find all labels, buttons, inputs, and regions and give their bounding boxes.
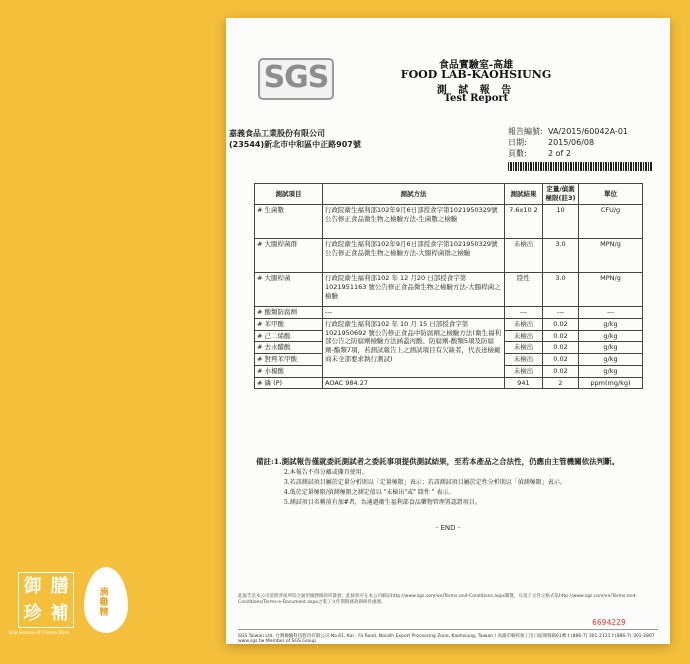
test-report-document <box>226 18 670 644</box>
footer-terms: 此報告是本公司依照背面所印之通用服務條款所簽發，此條款可在本公司網站http://www.sgs.com/en/Terms-and-Conditions.aspx閱覽，凡電子文件之格式依http://www.sgs.com/en/Terms-and-Conditions/Terms-e-Document.aspx之電子文件期限條款與條件處理。 <box>238 594 637 605</box>
client-address: (23544)新北市中和區中正路907號 <box>229 140 361 149</box>
cell-result: 陰性 <box>505 273 543 307</box>
cell-item: # 大腸桿菌群 <box>255 239 323 273</box>
cell-limit: 3.0 <box>543 239 579 273</box>
report-title-en: Test Report <box>443 93 509 104</box>
table-row <box>255 377 643 389</box>
note-item: 3.若該測試項目屬於定量分析則以「定量極限」表示；若該測試項目屬於定性分析則以「偵測極限」表示。 <box>284 479 566 486</box>
lab-title-en: FOOD LAB-KAOHSIUNG <box>400 68 552 81</box>
column-header: 測試項目 <box>255 184 323 205</box>
note-item: 5.測試項目名稱前有加#者，為通過衛生福利部食品藥物管理署認證項目。 <box>284 499 481 506</box>
column-header: 定量/偵測極限(註3) <box>543 184 579 205</box>
brand-char: 膳 <box>50 576 69 597</box>
cell-item: # 酸類防腐劑 <box>255 307 323 319</box>
cell-result: 7.6x10 2 <box>505 205 543 239</box>
cell-limit: 0.02 <box>543 318 579 330</box>
cell-result: 未檢出 <box>505 342 543 354</box>
page-count-row <box>508 148 571 159</box>
results-table <box>254 183 643 389</box>
barcode <box>508 162 652 171</box>
brand-char: 補 <box>50 603 69 624</box>
table-row <box>255 205 643 239</box>
meta-value: VA/2015/60042A-01 <box>548 127 628 136</box>
brand-char: 珍 <box>23 603 42 624</box>
meta-value: 2015/06/08 <box>548 138 595 147</box>
cell-result: 941 <box>505 377 543 389</box>
cell-unit: g/kg <box>579 342 643 354</box>
end-marker: - END - <box>435 524 461 532</box>
cell-item: # 生菌數 <box>255 205 323 239</box>
cell-method: 行政院衛生福利部102年9月6日部授食字第1021950329號公告修正食品微生物之檢驗方法-大腸桿菌群之檢驗 <box>323 239 505 273</box>
cell-unit: MPN/g <box>579 239 643 273</box>
cell-result: 未檢出 <box>505 365 543 377</box>
note-main: 備註:1.測試報告僅就委託測試者之委託事項提供測試結果，至若本產品之合法性，仍應由主管機關依法判斷。 <box>256 457 620 466</box>
lab-title-zh: 食品實驗室-高雄 <box>438 60 514 71</box>
cell-limit: 3.0 <box>543 273 579 307</box>
column-header: 測試結果 <box>505 184 543 205</box>
cell-limit: --- <box>543 307 579 319</box>
cell-item: # 己二烯酸 <box>255 330 323 342</box>
serial-number: 6694229 <box>592 618 626 627</box>
cell-unit: g/kg <box>579 365 643 377</box>
report-date-row <box>508 137 594 148</box>
report-title-zh: 測 試 報 告 <box>436 85 516 96</box>
table-row <box>255 273 643 307</box>
cell-limit: 0.02 <box>543 342 579 354</box>
cell-unit: g/kg <box>579 330 643 342</box>
column-header: 測試方法 <box>323 184 505 205</box>
drop-label: 滴雞精 <box>99 588 109 618</box>
cell-limit: 0.02 <box>543 365 579 377</box>
cell-result: 未檢出 <box>505 354 543 366</box>
sgs-logo: SGS <box>258 58 334 100</box>
cell-item: # 水楊酸 <box>255 365 323 377</box>
footer-company: SGS Taiwan Ltd. 台灣檢驗科技股份有限公司 No.61, Kai - Fa Road, Nanzih Export Processing Zone, Kaohsiung, Taiwan / 高雄市楠梓加工出口區開發路61號 t (886-7) 301-2121 f (886-7) 301-2807 www.sgs.tw Member of SGS Group <box>238 629 658 644</box>
cell-item: # 大腸桿菌 <box>255 273 323 307</box>
meta-label: 日期: <box>508 138 527 147</box>
brand-char: 御 <box>23 576 42 597</box>
cell-unit: --- <box>579 307 643 319</box>
cell-item: # 去水醋酸 <box>255 342 323 354</box>
cell-limit: 0.02 <box>543 354 579 366</box>
cell-result: --- <box>505 307 543 319</box>
cell-limit: 10 <box>543 205 579 239</box>
cell-limit: 0.02 <box>543 330 579 342</box>
cell-method: 行政院衛生福利部102 年 12 月20 日部授食字第1021951163 號公告修正食品微生物之檢驗方法-大腸桿菌之檢驗 <box>323 273 505 307</box>
meta-value: 2 of 2 <box>548 149 571 158</box>
table-row <box>255 318 643 330</box>
cell-method: 行政院衛生福利部102年9月6日部授食字第1021950329號公告修正食品微生物之檢驗方法-生菌數之檢驗 <box>323 205 505 239</box>
cell-unit: MPN/g <box>579 273 643 307</box>
cell-result: 未檢出 <box>505 330 543 342</box>
cell-method: AOAC 984.27 <box>323 377 505 389</box>
cell-item: # 苯甲酸 <box>255 318 323 330</box>
table-row <box>255 239 643 273</box>
cell-method: --- <box>323 307 505 319</box>
report-number-row <box>508 126 628 137</box>
table-header-row <box>255 184 643 205</box>
cell-limit: 2 <box>543 377 579 389</box>
column-header: 單位 <box>579 184 643 205</box>
cell-result: 未檢出 <box>505 318 543 330</box>
cell-item: # 對羥苯甲酸 <box>255 354 323 366</box>
cell-item: # 磷 (P) <box>255 377 323 389</box>
meta-label: 頁數: <box>508 149 527 158</box>
meta-label: 報告編號: <box>508 127 543 136</box>
cell-result: 未檢出 <box>505 239 543 273</box>
cell-unit: g/kg <box>579 318 643 330</box>
cell-unit: g/kg <box>579 354 643 366</box>
table-row <box>255 307 643 319</box>
brand-tagline: Drip Essence of Chicken Drink <box>9 630 70 635</box>
note-item: 2.本報告不得分離或撕頁使用。 <box>284 469 368 476</box>
notes <box>256 455 656 508</box>
brand-logo <box>18 572 74 628</box>
cell-unit: CFU/g <box>579 205 643 239</box>
cell-unit: ppm(mg/kg) <box>579 377 643 389</box>
client-name: 嘉義食品工業股份有限公司 <box>229 129 325 138</box>
note-item: 4.低於定量極限/偵測極限之測定值以 "未檢出"或" 陰性 " 表示。 <box>284 489 455 496</box>
cell-method: 行政院衛生福利部102 年 10 月 15 日部授食字第1021950692 號公告修正食品中防腐劑之檢驗方法(衛生福利部公告之防腐劑檢驗方法涵蓋丙酸、防腐劑-酸類5項及防腐劑-酯類7項，若測試報告上之測試項目有欠缺者，代表送檢廠商未全部要求執行測試) <box>323 318 505 377</box>
